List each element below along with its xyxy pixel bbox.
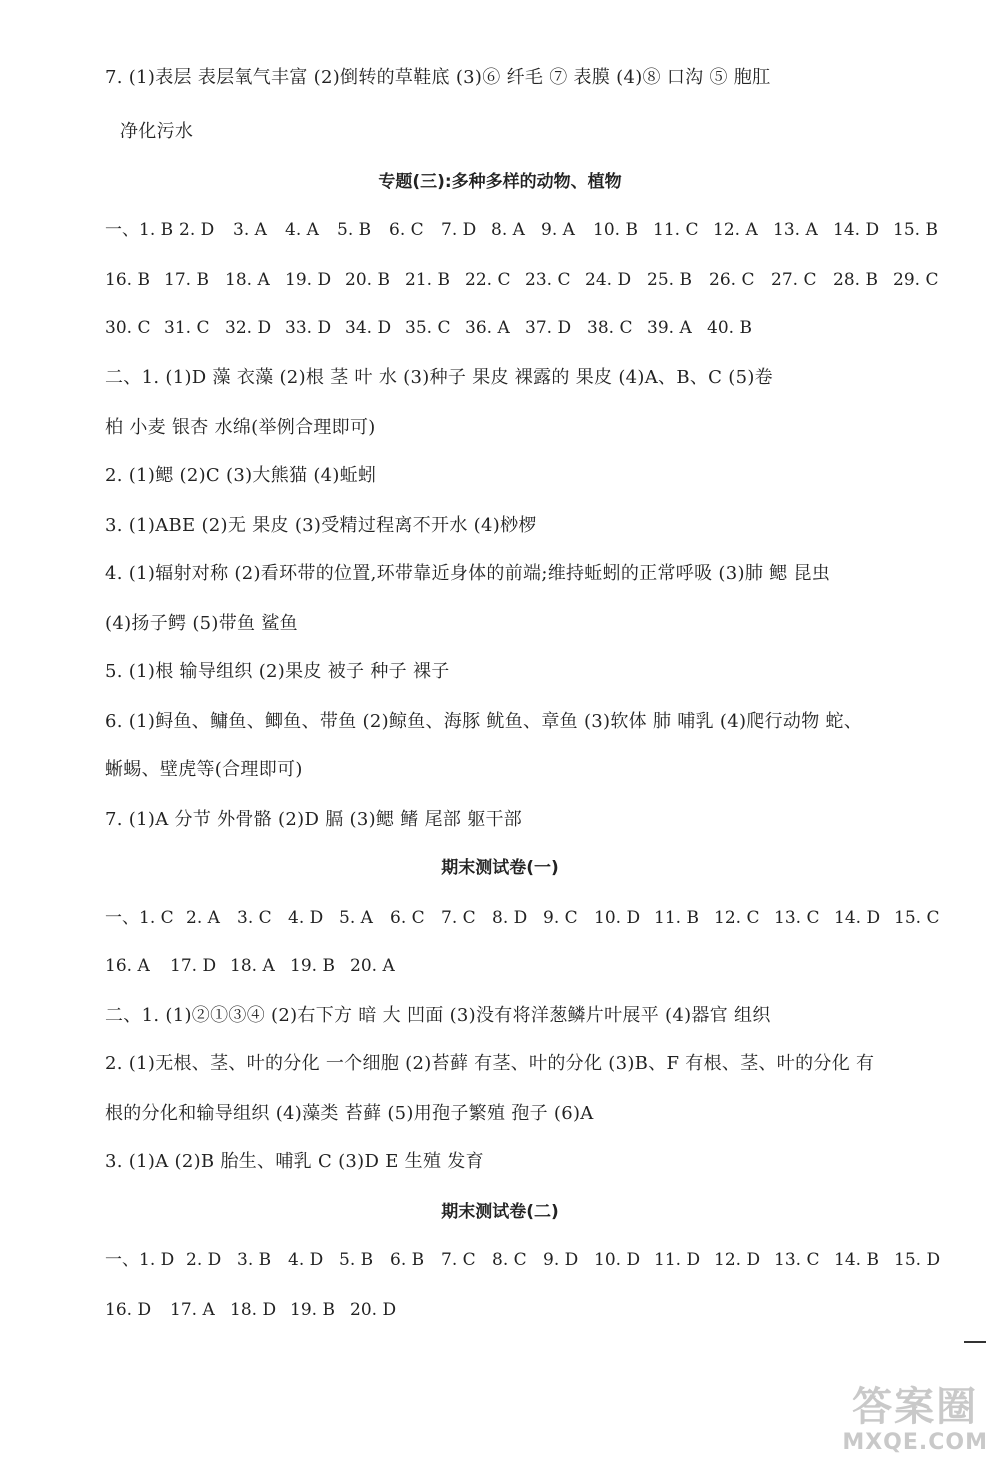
- answer-cell: 24. D: [585, 270, 632, 290]
- answer-cell: 15. D: [894, 1250, 941, 1270]
- s1-line: 7. (1)A 分节 外骨骼 (2)D 膈 (3)鳃 鳍 尾部 躯干部: [105, 809, 523, 830]
- section-title-final-test-1: 期末测试卷(一): [441, 858, 559, 878]
- answer-cell: 一、1. D: [105, 1250, 175, 1270]
- answer-cell: 28. B: [833, 270, 878, 290]
- answer-cell: 18. D: [230, 1300, 277, 1320]
- answer-cell: 7. D: [441, 220, 477, 240]
- answer-cell: 35. C: [405, 318, 451, 338]
- answer-cell: 9. C: [543, 908, 578, 928]
- answer-cell: 5. B: [337, 220, 372, 240]
- s2-line: 2. (1)无根、茎、叶的分化 一个细胞 (2)苔藓 有茎、叶的分化 (3)B、F 有根、茎、叶的分化 有: [105, 1053, 875, 1074]
- answer-cell: 3. C: [237, 908, 272, 928]
- answer-cell: 17. A: [170, 1300, 215, 1320]
- s1-line: 5. (1)根 输导组织 (2)果皮 被子 种子 裸子: [105, 661, 450, 682]
- answer-cell: 20. B: [345, 270, 390, 290]
- answer-cell: 40. B: [707, 318, 752, 338]
- s1-line: 2. (1)鳃 (2)C (3)大熊猫 (4)蚯蚓: [105, 465, 377, 486]
- s1-line: 4. (1)辐射对称 (2)看环带的位置,环带靠近身体的前端;维持蚯蚓的正常呼吸 (3)肺 鳃 昆虫: [105, 563, 831, 584]
- answer-cell: 9. D: [543, 1250, 579, 1270]
- intro-line-1: 7. (1)表层 表层氧气丰富 (2)倒转的草鞋底 (3)⑥ 纤毛 ⑦ 表膜 (4)⑧ 口沟 ⑤ 胞肛: [105, 67, 771, 88]
- answer-cell: 18. A: [230, 956, 275, 976]
- answer-cell: 3. A: [233, 220, 267, 240]
- answer-cell: 8. A: [491, 220, 525, 240]
- answer-cell: 20. D: [350, 1300, 397, 1320]
- answer-cell: 15. C: [894, 908, 940, 928]
- section-title-final-test-2: 期末测试卷(二): [441, 1202, 559, 1222]
- s1-line: 3. (1)ABE (2)无 果皮 (3)受精过程离不开水 (4)桫椤: [105, 515, 537, 536]
- answer-cell: 29. C: [893, 270, 939, 290]
- answer-cell: 7. C: [441, 908, 476, 928]
- answer-cell: 37. D: [525, 318, 572, 338]
- answer-cell: 17. D: [170, 956, 217, 976]
- s1-line: 二、1. (1)D 藻 衣藻 (2)根 茎 叶 水 (3)种子 果皮 裸露的 果皮 (4)A、B、C (5)卷: [105, 367, 773, 388]
- answer-cell: 13. C: [774, 1250, 820, 1270]
- answer-cell: 4. D: [288, 908, 324, 928]
- answer-cell: 19. B: [290, 956, 335, 976]
- answer-cell: 13. C: [774, 908, 820, 928]
- section-title-topic-3: 专题(三):多种多样的动物、植物: [378, 172, 622, 192]
- answer-cell: 14. B: [834, 1250, 879, 1270]
- answer-cell: 13. A: [773, 220, 818, 240]
- answer-cell: 16. D: [105, 1300, 152, 1320]
- page-edge-mark: [964, 1341, 986, 1343]
- answer-cell: 5. B: [339, 1250, 374, 1270]
- answer-cell: 2. A: [186, 908, 220, 928]
- answer-cell: 17. B: [164, 270, 209, 290]
- answer-cell: 10. D: [594, 908, 641, 928]
- answer-cell: 6. C: [389, 220, 424, 240]
- answer-cell: 一、1. C: [105, 908, 174, 928]
- answer-cell: 14. D: [834, 908, 881, 928]
- answer-cell: 6. B: [390, 1250, 425, 1270]
- answer-cell: 10. D: [594, 1250, 641, 1270]
- answer-cell: 11. C: [653, 220, 699, 240]
- watermark-logo-text: 答案圈: [852, 1384, 979, 1430]
- answer-cell: 34. D: [345, 318, 392, 338]
- answer-cell: 38. C: [587, 318, 633, 338]
- answer-cell: 5. A: [339, 908, 373, 928]
- answer-cell: 3. B: [237, 1250, 272, 1270]
- s2-line: 二、1. (1)②①③④ (2)右下方 暗 大 凹面 (3)没有将洋葱鳞片叶展平 (4)器官 组织: [105, 1005, 771, 1026]
- answer-cell: 20. A: [350, 956, 395, 976]
- s1-line: (4)扬子鳄 (5)带鱼 鲨鱼: [105, 613, 298, 634]
- answer-cell: 21. B: [405, 270, 450, 290]
- s1-line: 蜥蜴、壁虎等(合理即可): [105, 759, 303, 780]
- s1-line: 6. (1)鲟鱼、鳙鱼、鲫鱼、带鱼 (2)鲸鱼、海豚 鱿鱼、章鱼 (3)软体 肺 哺乳 (4)爬行动物 蛇、: [105, 711, 863, 732]
- answer-cell: 39. A: [647, 318, 692, 338]
- answer-cell: 32. D: [225, 318, 272, 338]
- answer-cell: 25. B: [647, 270, 692, 290]
- answer-cell: 26. C: [709, 270, 755, 290]
- s2-line: 根的分化和输导组织 (4)藻类 苔藓 (5)用孢子繁殖 孢子 (6)A: [105, 1103, 594, 1124]
- answer-cell: 4. A: [285, 220, 319, 240]
- site-watermark: [842, 1384, 988, 1456]
- answer-cell: 11. B: [654, 908, 699, 928]
- answer-cell: 9. A: [541, 220, 575, 240]
- answer-cell: 14. D: [833, 220, 880, 240]
- watermark-url: MXQE.COM: [842, 1430, 988, 1455]
- answer-cell: 11. D: [654, 1250, 701, 1270]
- answer-cell: 8. D: [492, 908, 528, 928]
- answer-cell: 19. B: [290, 1300, 335, 1320]
- answer-cell: 8. C: [492, 1250, 527, 1270]
- answer-cell: 7. C: [441, 1250, 476, 1270]
- intro-line-2: 净化污水: [120, 121, 194, 142]
- answer-cell: 4. D: [288, 1250, 324, 1270]
- answer-cell: 19. D: [285, 270, 332, 290]
- answer-cell: 2. D: [186, 1250, 222, 1270]
- answer-cell: 27. C: [771, 270, 817, 290]
- answer-cell: 31. C: [164, 318, 210, 338]
- answer-cell: 一、1. B: [105, 220, 174, 240]
- s2-line: 3. (1)A (2)B 胎生、哺乳 C (3)D E 生殖 发育: [105, 1151, 484, 1172]
- answer-cell: 12. A: [713, 220, 758, 240]
- answer-cell: 2. D: [179, 220, 215, 240]
- answer-cell: 12. C: [714, 908, 760, 928]
- answer-cell: 23. C: [525, 270, 571, 290]
- answer-cell: 6. C: [390, 908, 425, 928]
- answer-cell: 16. A: [105, 956, 150, 976]
- answer-cell: 16. B: [105, 270, 150, 290]
- answer-cell: 10. B: [593, 220, 638, 240]
- answer-cell: 33. D: [285, 318, 332, 338]
- s1-line: 柏 小麦 银杏 水绵(举例合理即可): [105, 417, 376, 438]
- answer-cell: 15. B: [893, 220, 938, 240]
- answer-cell: 36. A: [465, 318, 510, 338]
- answer-cell: 18. A: [225, 270, 270, 290]
- answer-cell: 12. D: [714, 1250, 761, 1270]
- answer-cell: 22. C: [465, 270, 511, 290]
- answer-cell: 30. C: [105, 318, 151, 338]
